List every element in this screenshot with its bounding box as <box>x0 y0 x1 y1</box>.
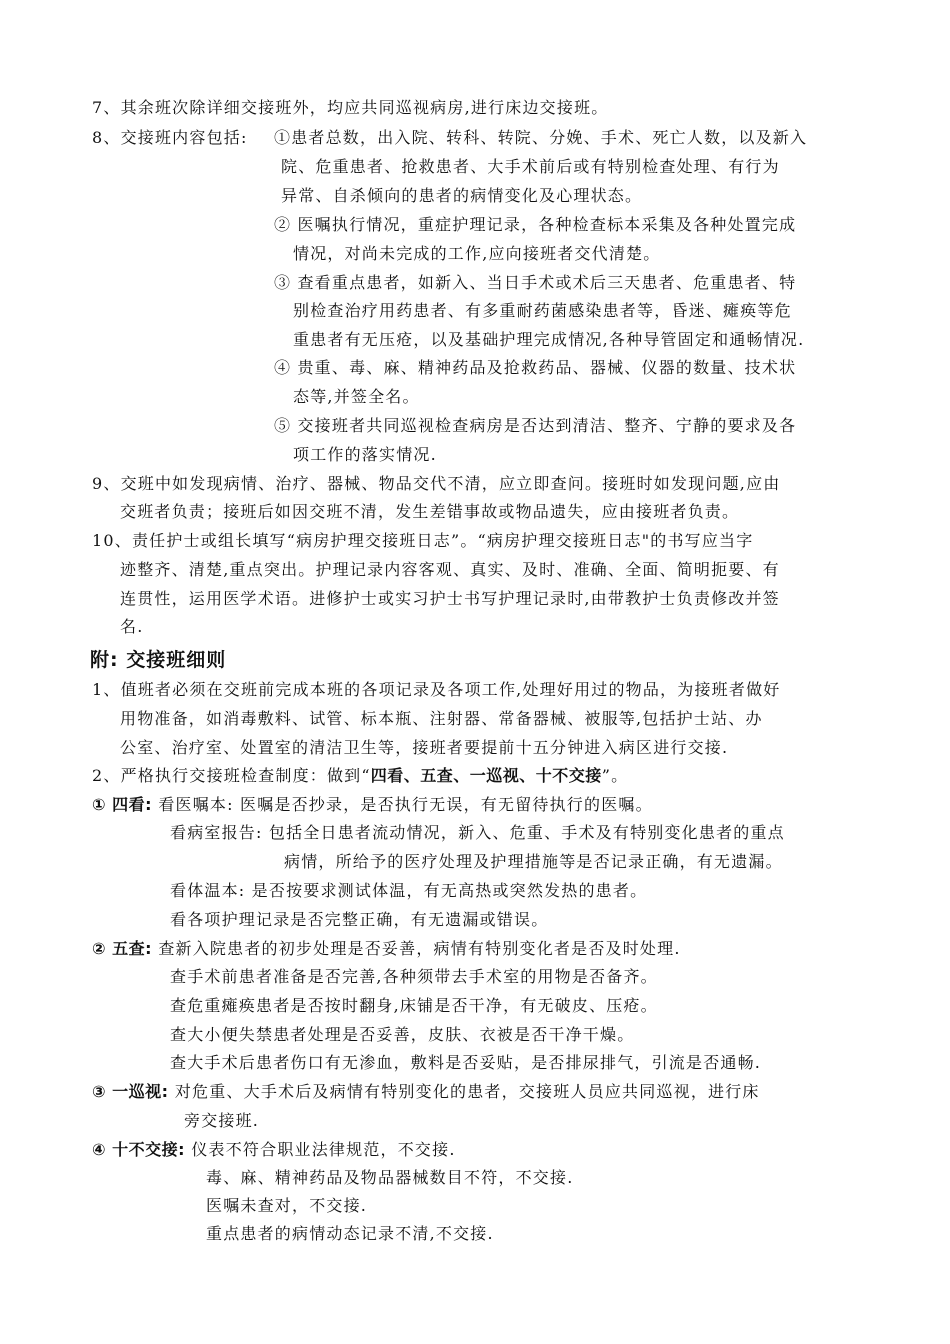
item-8-sub-2-line-2: 情况，对尚未完成的工作,应向接班者交代清楚。 <box>293 244 661 263</box>
item-8-sub-1-line-3: 异常、自杀倾向的患者的病情变化及心理状态。 <box>281 186 643 205</box>
item-8-sub-5-line-1: ⑤ 交接班者共同巡视检查病房是否达到清洁、整齐、宁静的要求及各 <box>274 416 797 435</box>
five-check-line-4: 查大小便失禁患者处理是否妥善，皮肤、衣被是否干净干燥。 <box>170 1025 635 1044</box>
four-look-line-1: 看医嘱本: 医嘱是否抄录，是否执行无误，有无留待执行的医嘱。 <box>158 795 653 814</box>
ten-no-handover-line-1: 仪表不符合职业法律规范，不交接. <box>191 1140 456 1159</box>
one-patrol-line-2: 旁交接班. <box>184 1111 260 1130</box>
ten-no-handover-row-1 <box>92 1140 456 1160</box>
five-check-line-5: 查大手术后患者伤口有无渗血，敷料是否妥贴，是否排尿排气，引流是否通畅. <box>170 1053 762 1072</box>
ten-no-handover-line-3: 医嘱未查对，不交接. <box>206 1196 368 1215</box>
five-check-row-1 <box>92 939 681 959</box>
appendix-1-line-1: 1、值班者必须在交班前完成本班的各项记录及各项工作,处理好用过的物品，为接班者做好 <box>92 680 781 699</box>
four-look-line-4: 看各项护理记录是否完整正确，有无遗漏或错误。 <box>170 910 549 929</box>
item-8-sub-5-line-2: 项工作的落实情况. <box>293 445 437 464</box>
item-8-label: 8、交接班内容包括: <box>92 128 248 147</box>
item-8-sub-3-line-3: 重患者有无压疮，以及基础护理完成情况,各种导管固定和通畅情况. <box>293 330 805 349</box>
item-8-sub-3-line-2: 别检查治疗用药患者、有多重耐药菌感染患者等，昏迷、瘫痪等危 <box>293 301 792 320</box>
item-9-line-1: 9、交班中如发现病情、治疗、器械、物品交代不清，应立即查问。接班时如发现问题,应由 <box>92 474 781 493</box>
five-check-label: ② 五查: <box>92 939 153 958</box>
one-patrol-row-1 <box>92 1082 760 1102</box>
four-look-line-3: 看体温本: 是否按要求测试体温，有无高热或突然发热的患者。 <box>170 881 648 900</box>
four-look-label: ① 四看: <box>92 795 153 814</box>
item-8-sub-4-line-1: ④ 贵重、毒、麻、精神药品及抢救药品、器械、仪器的数量、技术状 <box>274 358 797 377</box>
five-check-line-2: 查手术前患者准备是否完善,各种须带去手术室的用物是否备齐。 <box>170 967 658 986</box>
four-look-line-2b: 病情，所给予的医疗处理及护理措施等是否记录正确，有无遗漏。 <box>284 852 783 871</box>
four-look-line-2a: 看病室报告: 包括全日患者流动情况，新入、危重、手术及有特别变化患者的重点 <box>170 823 785 842</box>
appendix-1-line-2: 用物准备，如消毒敷料、试管、标本瓶、注射器、常备器械、被服等,包括护士站、办 <box>120 709 763 728</box>
one-patrol-label: ③ 一巡视: <box>92 1082 169 1101</box>
item-7: 7、其余班次除详细交接班外，均应共同巡视病房,进行床边交接班。 <box>92 98 609 117</box>
item-8-sub-1-line-1: ①患者总数，出入院、转科、转院、分娩、手术、死亡人数，以及新入 <box>274 128 808 147</box>
item-10-line-2: 迹整齐、清楚,重点突出。护理记录内容客观、真实、及时、准确、全面、简明扼要、有 <box>120 560 780 579</box>
five-check-line-3: 查危重瘫痪患者是否按时翻身,床铺是否干净，有无破皮、压疮。 <box>170 996 658 1015</box>
appendix-heading: 附: 交接班细则 <box>90 649 227 671</box>
appendix-2-prefix: 2、严格执行交接班检查制度：做到“ <box>92 766 371 785</box>
item-8-sub-4-line-2: 态等,并签全名。 <box>293 387 420 406</box>
ten-no-handover-line-4: 重点患者的病情动态记录不清,不交接. <box>206 1224 494 1243</box>
ten-no-handover-line-2: 毒、麻、精神药品及物品器械数目不符，不交接. <box>206 1168 574 1187</box>
appendix-2-suffix: ”。 <box>601 766 629 785</box>
item-10-line-1: 10、责任护士或组长填写“病房护理交接班日志”。“病房护理交接班日志"的书写应当字 <box>92 531 754 550</box>
ten-no-handover-label: ④ 十不交接: <box>92 1140 186 1159</box>
appendix-2-key-terms: 四看、五查、一巡视、十不交接 <box>370 766 602 785</box>
item-8-sub-3-line-1: ③ 查看重点患者，如新入、当日手术或术后三天患者、危重患者、特 <box>274 273 797 292</box>
five-check-line-1: 查新入院患者的初步处理是否妥善，病情有特别变化者是否及时处理. <box>158 939 681 958</box>
appendix-2 <box>92 766 628 786</box>
item-8-sub-2-line-1: ② 医嘱执行情况，重症护理记录，各种检查标本采集及各种处置完成 <box>274 215 797 234</box>
four-look-row-1 <box>92 795 653 815</box>
item-8-sub-1-line-2: 院、危重患者、抢救患者、大手术前后或有特别检查处理、有行为 <box>281 157 780 176</box>
item-9-line-2: 交班者负责；接班后如因交班不清，发生差错事故或物品遗失，应由接班者负责。 <box>120 502 740 521</box>
item-10-line-4: 名. <box>120 617 144 636</box>
item-10-line-3: 连贯性，运用医学术语。进修护士或实习护士书写护理记录时,由带教护士负责修改并签 <box>120 589 780 608</box>
one-patrol-line-1: 对危重、大手术后及病情有特别变化的患者，交接班人员应共同巡视，进行床 <box>174 1082 760 1101</box>
appendix-1-line-3: 公室、治疗室、处置室的清洁卫生等，接班者要提前十五分钟进入病区进行交接. <box>120 738 729 757</box>
